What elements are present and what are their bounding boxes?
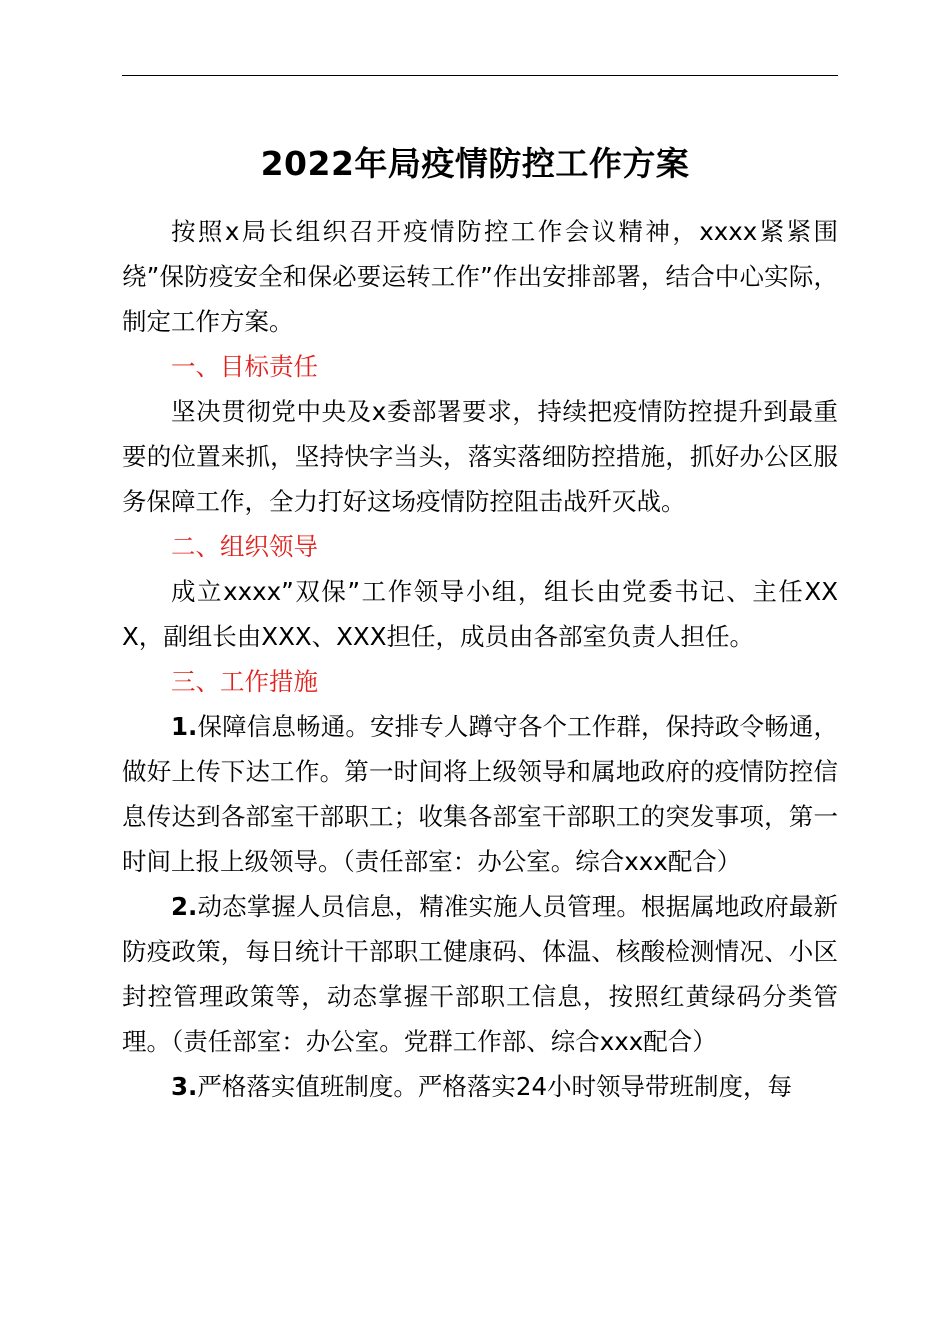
section-heading-goals: 一、目标责任: [171, 352, 318, 381]
section-heading-measures: 三、工作措施: [171, 667, 318, 696]
measure-item-1-number: 1.: [171, 712, 198, 741]
measure-item-3-number: 3.: [171, 1072, 198, 1101]
measure-item-3: [122, 1064, 838, 1109]
document-body: [122, 209, 838, 1109]
measure-item-1-text: 保障信息畅通。安排专人蹲守各个工作群，保持政令畅通，做好上传下达工作。第一时间将上级领导和属地政府的疫情防控信息传达到各部室干部职工；收集各部室干部职工的突发事项，第一时间上报上级领导。（责任部室：办公室。综合xxx配合）: [122, 712, 838, 876]
section-heading-organization: 二、组织领导: [171, 532, 318, 561]
measure-item-2-number: 2.: [171, 892, 198, 921]
section-organization-body: 成立xxxx”双保”工作领导小组，组长由党委书记、主任XXX，副组长由XXX、XXX担任，成员由各部室负责人担任。: [122, 577, 838, 651]
intro-paragraph: 按照x局长组织召开疫情防控工作会议精神，xxxx紧紧围绕”保防疫安全和保必要运转工作”作出安排部署，结合中心实际，制定工作方案。: [122, 217, 838, 336]
section-goals-body: 坚决贯彻党中央及x委部署要求，持续把疫情防控提升到最重要的位置来抓，坚持快字当头，落实落细防控措施，抓好办公区服务保障工作，全力打好这场疫情防控阻击战歼灭战。: [122, 397, 838, 516]
measure-item-2-text: 动态掌握人员信息，精准实施人员管理。根据属地政府最新防疫政策，每日统计干部职工健康码、体温、核酸检测情况、小区封控管理政策等，动态掌握干部职工信息，按照红黄绿码分类管理。（责任部室：办公室。党群工作部、综合xxx配合）: [122, 892, 838, 1056]
measure-item-2: [122, 884, 838, 1064]
header-rule: [122, 75, 838, 76]
measure-item-3-text: 严格落实值班制度。严格落实24小时领导带班制度，每: [197, 1072, 793, 1101]
measure-item-1: [122, 704, 838, 884]
document-title: 2022年局疫情防控工作方案: [260, 144, 690, 183]
